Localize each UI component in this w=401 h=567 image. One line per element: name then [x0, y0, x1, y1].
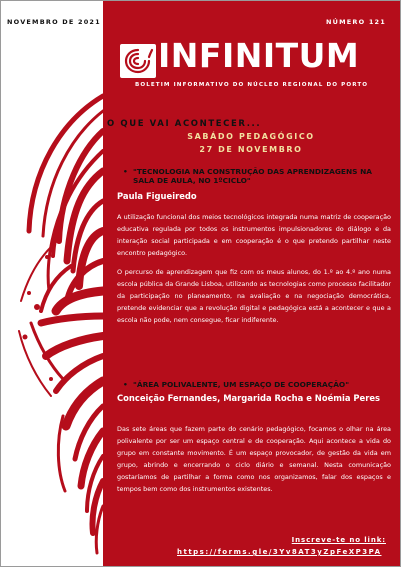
bullet-icon: • — [123, 380, 128, 389]
infinitum-logo-icon — [120, 44, 156, 78]
issue-date: NOVEMBRO DE 2021 — [7, 18, 101, 26]
masthead-title: INFINITUM — [158, 36, 360, 75]
talk-paragraph: A utilização funcional dos meios tecnológicos integrada numa matriz de cooperação educativa regulada por todos os instrumentos impulsionadores do diálogo e da interação social participada e em cooperação é o que pretendo partilhar neste encontro pedagógico. — [117, 213, 391, 258]
issue-number: NÚMERO 121 — [326, 18, 386, 26]
signup-link[interactable]: https://forms.gle/3Yv8AT3yZpFeXP3PA — [177, 548, 382, 556]
signup-prompt: Inscreve-te no link: — [291, 536, 386, 544]
talk-paragraph: O percurso de aprendizagem que fiz com os meus alunos, do 1.º ao 4.º ano numa escola pública da Grande Lisboa, utilizando as tecnologias como processo facilitador da participação no planeamento, na avaliação e na negociação democrática, pretende evidenciar que a revolução digital e pedagógica está a acontecer e que a escola não pode, nem consegue, ficar indiferente. — [117, 268, 391, 325]
talk-title — [123, 380, 393, 389]
section-headline: O QUE VAI ACONTECER... — [107, 119, 262, 129]
talk-speaker: Conceição Fernandes, Margarida Rocha e Noémia Peres — [117, 393, 381, 403]
masthead-subtitle: BOLETIM INFORMATIVO DO NÚCLEO REGIONAL DO PORTO — [135, 82, 369, 88]
talk-speaker: Paula Figueiredo — [117, 191, 197, 201]
talk-title-text: "ÁREA POLIVALENTE, UM ESPAÇO DE COOPERAÇÃO" — [133, 380, 350, 389]
event-name: SABÁDO PEDAGÓGICO — [187, 132, 315, 141]
event-date: 27 DE NOVEMBRO — [199, 145, 303, 154]
talk-title-text: "TECNOLOGIA NA CONSTRUÇÃO DAS APRENDIZAGENS NA SALA DE AULA, NO 1ºCICLO" — [133, 167, 372, 185]
bullet-icon: • — [123, 167, 128, 176]
talk-paragraph: Das sete áreas que fazem parte do cenário pedagógico, focamos o olhar na área polivalente por ser um espaço central e de cooperação. Aqui acontece a vida do grupo em constante movimento. É um espaço provocador, de gestão da vida em grupo, abrindo e encerrando o ciclo diário e semanal. Nesta comunicação gostaríamos de partilhar a forma como nos organizamos, falar dos espaços e tempos bem como dos instrumentos existentes. — [117, 425, 391, 494]
talk-title — [123, 167, 393, 185]
